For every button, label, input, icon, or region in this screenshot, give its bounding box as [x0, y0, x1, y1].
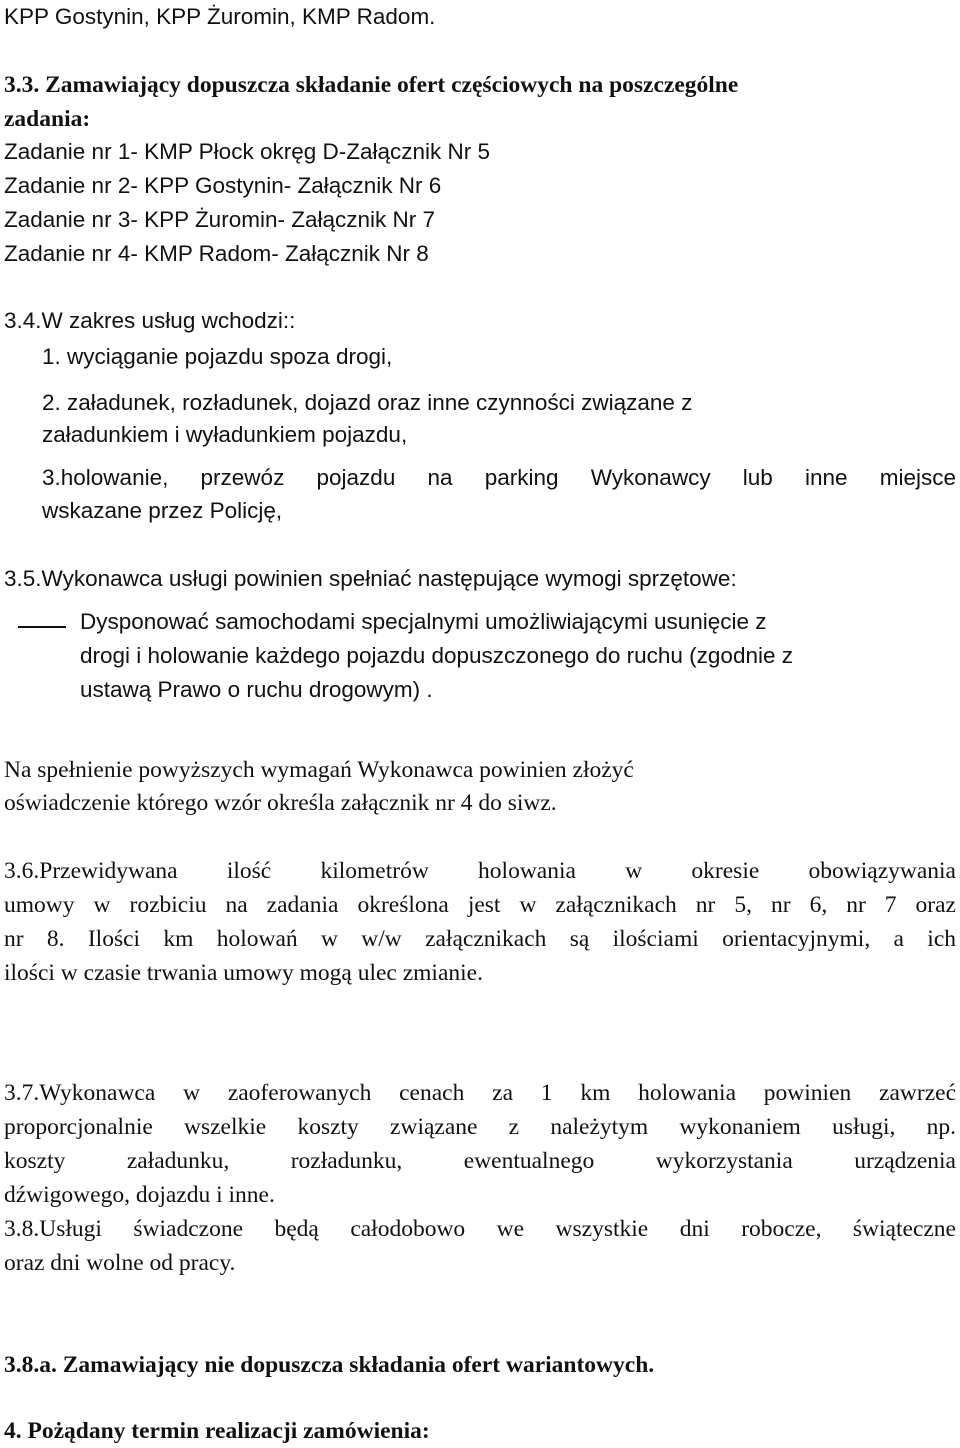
section-3-4-title: 3.4.W zakres usług wchodzi:: [4, 308, 296, 333]
section-3-8-a: 3.8.a. Zamawiający nie dopuszcza składania ofert wariantowych. [4, 1352, 655, 1378]
text-line-header-units: KPP Gostynin, KPP Żuromin, KMP Radom. [4, 4, 436, 29]
task-2-line: Zadanie nr 2- KPP Gostynin- Załącznik Nr 6 [4, 173, 442, 198]
heading-3-3-continued: zadania: [4, 106, 91, 132]
equipment-requirement: Dysponować samochodami specjalnymi umożliwiającymi usunięcie z [80, 609, 767, 634]
section-3-7-line-1: 3.7.Wykonawca w zaoferowanych cenach za 1 km holowania powinien zawrzeć [4, 1080, 956, 1106]
task-1-line: Zadanie nr 1- KMP Płock okręg D-Załącznik Nr 5 [4, 139, 491, 164]
section-3-8-line-1: 3.8.Usługi świadczone będą całodobowo we wszystkie dni robocze, świąteczne [4, 1216, 956, 1242]
section-3-6-line-2: umowy w rozbiciu na zadania określona jest w załącznikach nr 5, nr 6, nr 7 oraz [4, 892, 956, 918]
task-4-line: Zadanie nr 4- KMP Radom- Załącznik Nr 8 [4, 241, 429, 266]
section-3-6-line-1: 3.6.Przewidywana ilość kilometrów holowania w okresie obowiązywania [4, 858, 956, 884]
section-3-7-line-2: proporcjonalnie wszelkie koszty związane z należytym wykonaniem usługi, np. [4, 1114, 956, 1140]
scope-item-2-continued: załadunkiem i wyładunkiem pojazdu, [42, 422, 408, 447]
section-3-7-line-4: dźwigowego, dojazdu i inne. [4, 1182, 275, 1208]
section-3-7-line-3: koszty załadunku, rozładunku, ewentualnego wykorzystania urządzenia [4, 1148, 956, 1174]
section-3-5-title: 3.5.Wykonawca usługi powinien spełniać następujące wymogi sprzętowe: [4, 566, 737, 591]
scope-item-2: 2. załadunek, rozładunek, dojazd oraz inne czynności związane z [42, 390, 693, 415]
list-dash-marker [18, 626, 66, 628]
scope-item-3: 3.holowanie, przewóz pojazdu na parking Wykonawcy lub inne miejsce [42, 465, 956, 490]
task-3-line: Zadanie nr 3- KPP Żuromin- Załącznik Nr 7 [4, 207, 435, 232]
section-3-6-line-3: nr 8. Ilości km holowań w w/w załącznikach są ilościami orientacyjnymi, a ich [4, 926, 956, 952]
section-3-6-line-4: ilości w czasie trwania umowy mogą ulec zmianie. [4, 960, 483, 986]
scope-item-3-continued: wskazane przez Policję, [42, 498, 283, 523]
section-3-8-line-2: oraz dni wolne od pracy. [4, 1250, 236, 1276]
equipment-requirement-continued-2: ustawą Prawo o ruchu drogowym) . [80, 677, 433, 702]
statement-paragraph-continued: oświadczenie którego wzór określa załącznik nr 4 do siwz. [4, 790, 557, 816]
heading-3-3: 3.3. Zamawiający dopuszcza składanie ofert częściowych na poszczególne [4, 72, 739, 98]
section-4-heading: 4. Pożądany termin realizacji zamówienia: [4, 1418, 430, 1444]
scope-item-1: 1. wyciąganie pojazdu spoza drogi, [42, 344, 393, 369]
statement-paragraph: Na spełnienie powyższych wymagań Wykonawca powinien złożyć [4, 757, 634, 783]
equipment-requirement-continued-1: drogi i holowanie każdego pojazdu dopuszczonego do ruchu (zgodnie z [80, 643, 793, 668]
